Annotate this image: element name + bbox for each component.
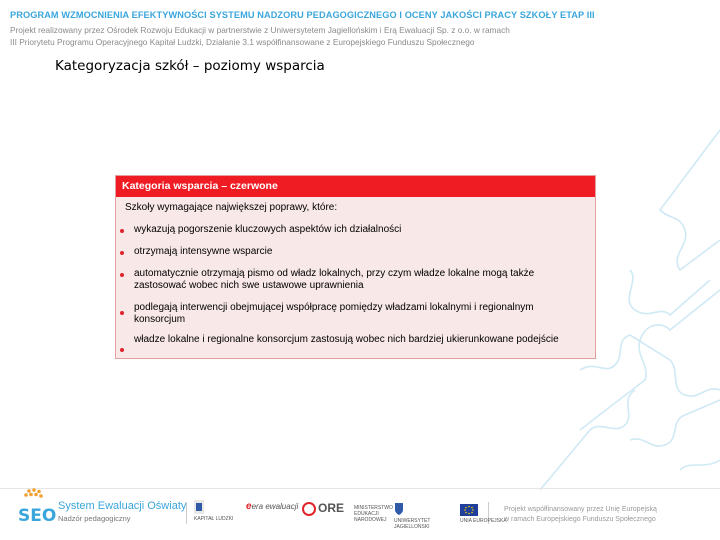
bullet-dot [120,311,124,315]
seo-subtitle: Nadzór pedagogiczny [58,514,131,523]
men-label: MINISTERSTWO EDUKACJI NARODOWEJ [354,505,393,523]
seo-logo-text: SEO [18,506,57,526]
card-intro: Szkoły wymagające największej poprawy, które: [125,202,338,213]
eu-note-line-1: Projekt współfinansowany przez Unię Europejską [504,506,657,513]
ore-logo [302,502,344,516]
kapital-ludzki-label: KAPITAŁ LUDZKI [194,516,234,522]
era-ewaluacji-logo: eera ewaluacji [246,501,299,512]
card-heading: Kategoria wsparcia – czerwone [116,176,595,197]
uj-label: UNIWERSYTET JAGIELLOŃSKI [394,518,431,530]
program-title: PROGRAM WZMOCNIENIA EFEKTYWNOŚCI SYSTEMU NADZORU PEDAGOGICZNEGO I OCENY JAKOŚCI PRACY SZKOŁY ETAP III [10,10,595,20]
men-logo [354,505,393,523]
bullet-dot [120,229,124,233]
uj-logo [394,502,434,530]
eu-cofinancing-note [504,505,657,525]
list-item-text: podlegają interwencji obejmującej współpracę pomiędzy władzami lokalnymi i regionalnym konsorcjum [134,302,534,325]
seo-name: System Ewaluacji Oświaty [58,500,187,512]
eu-note-line-2: w ramach Europejskiego Funduszu Społecznego [504,516,656,523]
kapital-ludzki-icon [194,500,204,514]
bullet-dot [120,273,124,277]
list-item-text: automatycznie otrzymają pismo od władz lokalnych, przy czym władze lokalne mogą także zastosować wobec nich swe ustawowe uprawnienia [134,268,535,291]
project-info-line-2: III Priorytetu Programu Operacyjnego Kapitał Ludzki, Działanie 3.1 współfinansowane z Europejskiego Funduszu Społecznego [10,37,475,47]
kapital-ludzki-logo [194,500,238,522]
eu-logo [460,504,507,524]
seo-logo-icon [16,488,57,528]
list-item-text: wykazują pogorszenie kluczowych aspektów ich działalności [134,224,402,235]
footer-separator [186,502,187,524]
eu-label: UNIA EUROPEJSKA [460,518,507,524]
bullet-dot [120,251,124,255]
support-category-card [115,175,596,359]
ore-label: ORE [318,501,345,516]
list-item-text: władze lokalne i regionalne konsorcjum zastosują wobec nich bardziej ukierunkowane podejście [134,334,559,345]
bullet-dot [120,348,124,352]
eu-flag-icon [460,504,478,516]
header [10,10,710,48]
list-item-text: otrzymają intensywne wsparcie [134,246,273,257]
uj-crest-icon [394,502,404,516]
ore-ring-icon [302,502,316,516]
era-ewaluacji-label: era ewaluacji [251,502,299,511]
slide-title: Kategoryzacja szkół – poziomy wsparcia [55,58,325,74]
project-info-line-1: Projekt realizowany przez Ośrodek Rozwoju Edukacji w partnerstwie z Uniwersytetem Jagiellońskim i Erą Ewaluacji Sp. z o.o. w ramach [10,25,510,35]
footer-divider [0,488,720,489]
